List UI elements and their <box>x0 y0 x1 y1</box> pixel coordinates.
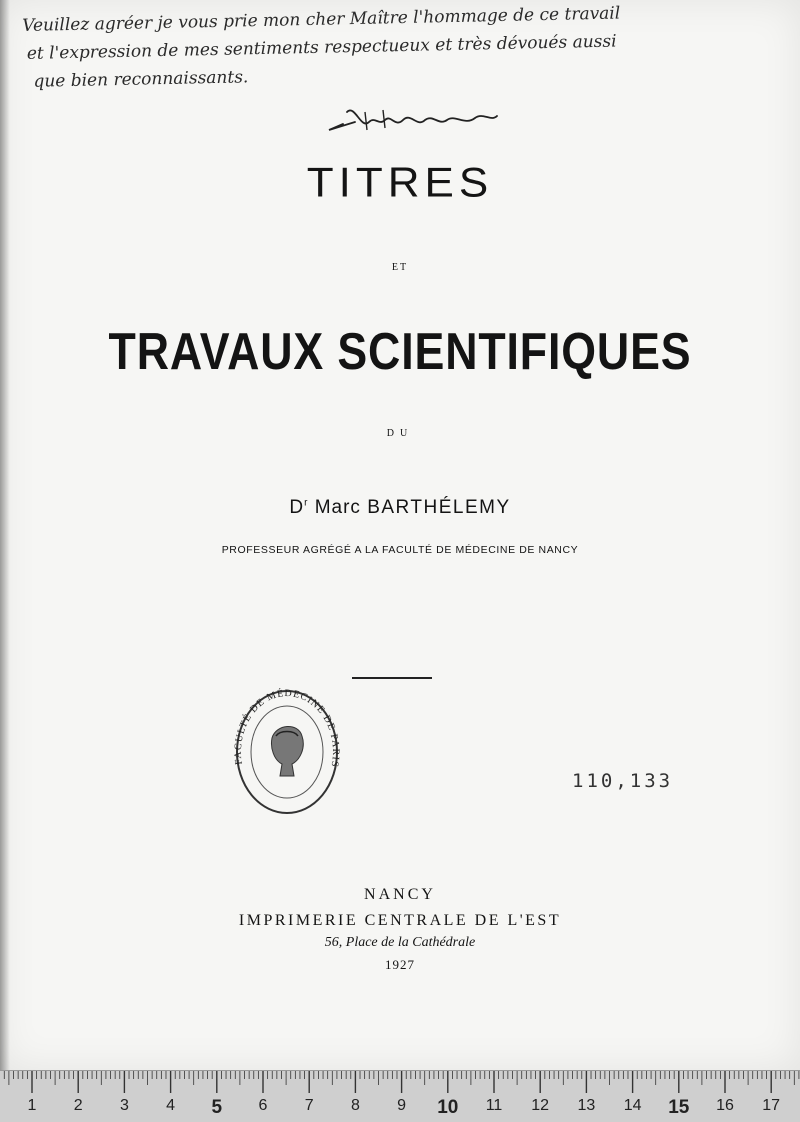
handwritten-signature <box>325 100 505 140</box>
imprint-printer: IMPRIMERIE CENTRALE DE L'EST <box>238 912 562 929</box>
imprint-city: NANCY <box>364 886 436 903</box>
imprint-year: 1927 <box>385 957 415 972</box>
ruler-label: 2 <box>73 1097 83 1114</box>
ruler-label: 5 <box>211 1097 223 1118</box>
ruler-label: 7 <box>304 1097 314 1114</box>
ruler-label: 14 <box>623 1097 642 1114</box>
ruler-label: 16 <box>716 1097 734 1114</box>
separator-rule <box>352 677 432 679</box>
author-first-name: Marc <box>314 497 361 518</box>
author-prefix: D <box>289 497 305 518</box>
title-du: DU <box>386 428 414 439</box>
ruler-label: 12 <box>531 1097 550 1114</box>
measurement-ruler <box>0 1070 800 1122</box>
accession-number: 110,133 <box>572 770 674 792</box>
ruler-label: 1 <box>27 1097 37 1114</box>
title-line-2: TRAVAUX SCIENTIFIQUES <box>108 323 692 381</box>
title-line-1: TITRES <box>306 159 494 206</box>
ruler-label: 3 <box>119 1097 129 1114</box>
dedication-line-2: et l'expression de mes sentiments respectueux et très dévoués aussi <box>26 31 617 64</box>
author-surname: BARTHÉLEMY <box>367 497 511 518</box>
ruler-label: 4 <box>166 1097 176 1114</box>
imprint-address: 56, Place de la Cathédrale <box>324 935 476 950</box>
ruler-label: 13 <box>577 1097 596 1114</box>
library-stamp <box>232 686 342 818</box>
ruler-label: 17 <box>762 1097 781 1114</box>
dedication-line-3: que bien reconnaissants. <box>33 67 249 92</box>
author-position: PROFESSEUR AGRÉGÉ A LA FACULTÉ DE MÉDECINE DE NANCY <box>221 544 579 556</box>
stamp-text: FACULTÉ DE MÉDECINE DE PARIS <box>232 687 342 769</box>
title-connector: ET <box>391 262 409 273</box>
handwritten-dedication <box>22 0 794 96</box>
dedication-line-1: Veuillez agréer je vous prie mon cher Maître l'hommage de ce travail <box>22 3 621 36</box>
author-name <box>0 497 800 519</box>
ruler-label: 10 <box>437 1097 459 1118</box>
author-prefix-sup: r <box>304 497 309 509</box>
ruler-label: 6 <box>258 1097 268 1114</box>
ruler-label: 9 <box>397 1097 407 1114</box>
ruler-label: 15 <box>668 1097 690 1118</box>
ruler-label: 8 <box>350 1097 360 1114</box>
ruler-label: 11 <box>485 1097 503 1114</box>
